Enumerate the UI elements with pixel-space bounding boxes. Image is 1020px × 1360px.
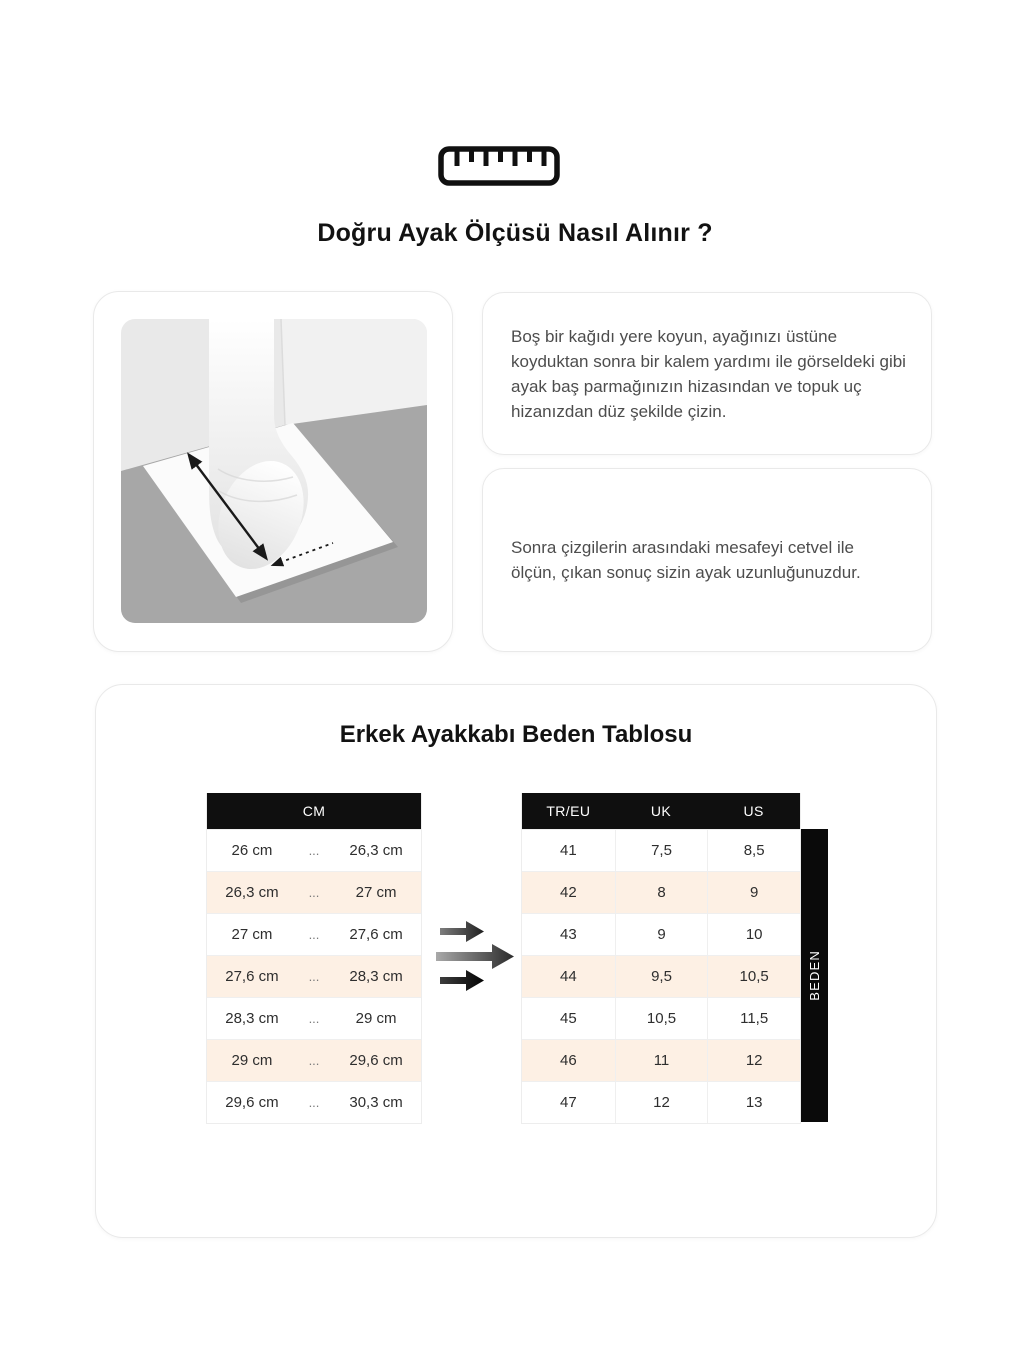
- cm-table-header: [207, 793, 421, 829]
- cm-dots: ...: [308, 885, 320, 900]
- tr-eu-value: 45: [559, 1010, 577, 1027]
- uk-value: 8: [615, 872, 708, 913]
- cm-to: 30,3 cm: [349, 1094, 403, 1111]
- header-us: US: [743, 803, 764, 819]
- us-value: 11,5: [707, 998, 800, 1039]
- cm-from: 29,6 cm: [225, 1094, 279, 1111]
- tr-eu-value: 44: [559, 968, 577, 985]
- us-value: 9: [707, 872, 800, 913]
- tr-eu-value: 41: [559, 842, 577, 859]
- instruction-text-1: Boş bir kağıdı yere koyun, ayağınızı üstüne koyduktan sonra bir kalem yardımı ile görseldeki gibi ayak baş parmağınızın hizasından ve topuk uç hizanızdan düz şekilde çizin.: [511, 326, 906, 421]
- us-value: 12: [707, 1040, 800, 1081]
- uk-value: 7,5: [615, 830, 708, 871]
- table-row: [207, 871, 421, 913]
- cm-range-table: [206, 793, 422, 1124]
- us-value: 10,5: [707, 956, 800, 997]
- cm-to: 29,6 cm: [349, 1052, 403, 1069]
- cm-dots: ...: [308, 843, 320, 858]
- cm-from: 29 cm: [231, 1052, 273, 1069]
- cm-from: 26,3 cm: [225, 884, 279, 901]
- cm-to: 26,3 cm: [349, 842, 403, 859]
- tr-eu-value: 42: [559, 884, 577, 901]
- measurement-photo-card: [93, 291, 453, 652]
- uk-value: 9: [615, 914, 708, 955]
- cm-to: 28,3 cm: [349, 968, 403, 985]
- cm-to: 27,6 cm: [349, 926, 403, 943]
- tr-eu-value: 47: [559, 1094, 577, 1111]
- table-row: [207, 1081, 421, 1123]
- cm-from: 27 cm: [231, 926, 273, 943]
- ruler-icon: [437, 145, 561, 187]
- cm-to: 29 cm: [355, 1010, 397, 1027]
- table-row: [522, 913, 800, 955]
- size-chart-title: Erkek Ayakkabı Beden Tablosu: [339, 721, 693, 748]
- cm-header-label: CM: [302, 803, 326, 819]
- instruction-text-2: Sonra çizgilerin arasındaki mesafeyi cetvel ile ölçün, çıkan sonuç sizin ayak uzunluğunuzdur.: [511, 538, 861, 582]
- cm-dots: ...: [308, 1095, 320, 1110]
- us-value: 13: [707, 1082, 800, 1123]
- uk-value: 11: [615, 1040, 708, 1081]
- table-row: [207, 955, 421, 997]
- table-row: [207, 997, 421, 1039]
- cm-dots: ...: [308, 1011, 320, 1026]
- us-value: 8,5: [707, 830, 800, 871]
- cm-from: 28,3 cm: [225, 1010, 279, 1027]
- instruction-card-2: [482, 468, 932, 652]
- instruction-card-1: [482, 292, 932, 455]
- table-row: [522, 871, 800, 913]
- beden-label: BEDEN: [807, 950, 822, 1001]
- table-row: [522, 1039, 800, 1081]
- table-row: [207, 913, 421, 955]
- header-tr-eu: TR/EU: [546, 803, 591, 819]
- table-row: [522, 955, 800, 997]
- table-row: [207, 829, 421, 871]
- beden-side-bar: [801, 829, 828, 1122]
- size-chart-card: [95, 684, 937, 1238]
- size-table-header: [522, 793, 800, 829]
- conversion-arrows-icon: [436, 919, 516, 995]
- cm-to: 27 cm: [355, 884, 397, 901]
- page-title: Doğru Ayak Ölçüsü Nasıl Alınır ?: [317, 219, 713, 247]
- uk-value: 10,5: [615, 998, 708, 1039]
- cm-dots: ...: [308, 969, 320, 984]
- size-conversion-table: [521, 793, 801, 1124]
- foot-measurement-photo: [121, 319, 427, 623]
- table-row: [207, 1039, 421, 1081]
- cm-dots: ...: [308, 1053, 320, 1068]
- us-value: 10: [707, 914, 800, 955]
- cm-dots: ...: [308, 927, 320, 942]
- cm-from: 26 cm: [231, 842, 273, 859]
- table-row: [522, 1081, 800, 1123]
- uk-value: 9,5: [615, 956, 708, 997]
- header-uk: UK: [650, 803, 672, 819]
- table-row: [522, 997, 800, 1039]
- tr-eu-value: 46: [559, 1052, 577, 1069]
- tr-eu-value: 43: [559, 926, 577, 943]
- uk-value: 12: [615, 1082, 708, 1123]
- cm-from: 27,6 cm: [225, 968, 279, 985]
- table-row: [522, 829, 800, 871]
